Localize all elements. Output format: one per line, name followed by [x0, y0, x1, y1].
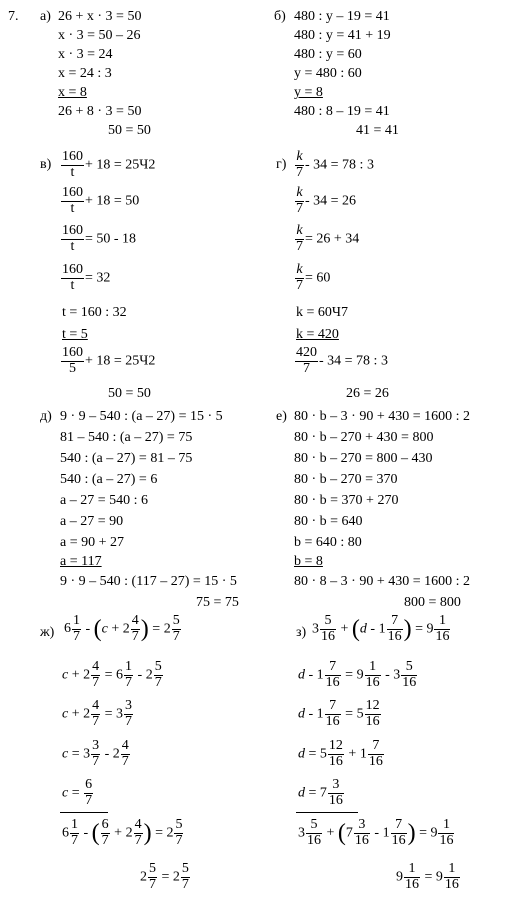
label-d: д): [40, 409, 52, 424]
label-g: г): [276, 157, 287, 172]
g-line-2: $\frac{k}{7}$ - 34 = 26: [296, 185, 357, 216]
z-line-4: d = 5 $\frac{12}{16}$ + 1 $\frac{7}{16}$: [298, 738, 383, 769]
label-v: в): [40, 157, 52, 172]
a-line-3: x · 3 = 24: [58, 47, 113, 62]
label-a: а): [40, 9, 51, 24]
z-line-1: 3 $\frac{5}{16}$ + (d - 1 $\frac{7}{16}$ ) = 9 $\frac{1}{16}$: [312, 613, 450, 644]
e-line-8-answer: b = 8: [294, 554, 323, 569]
e-line-9: 80 · 8 – 3 · 90 + 430 = 1600 : 2: [294, 574, 471, 589]
e-line-6: 80 · b = 640: [294, 514, 363, 529]
e-line-1: 80 · b – 3 · 90 + 430 = 1600 : 2: [294, 409, 471, 424]
v-fraction: $\frac{160}{t}$: [62, 149, 83, 180]
e-line-3: 80 · b – 270 = 800 – 430: [294, 451, 433, 466]
v-line-4: $\frac{160}{t}$ = 32: [62, 262, 111, 293]
g-fraction: $\frac{k}{7}$: [296, 262, 303, 293]
e-line-5: 80 · b = 370 + 270: [294, 493, 399, 508]
label-zh: ж): [40, 625, 55, 640]
g-fraction: $\frac{420}{7}$: [296, 345, 317, 376]
e-line-7: b = 640 : 80: [294, 535, 362, 550]
label-e: е): [276, 409, 287, 424]
a-line-7: 50 = 50: [108, 123, 151, 138]
a-line-2: x · 3 = 50 – 26: [58, 28, 141, 43]
zh-line-5-answer: c = $\frac{6}{7}$: [62, 777, 93, 808]
z-answer-rule: [296, 812, 358, 813]
z-line-6: 3 $\frac{5}{16}$ + (7 $\frac{3}{16}$ - 1 $\frac{7}{16}$ ) = 9 $\frac{1}{16}$: [298, 817, 454, 848]
e-line-10: 800 = 800: [404, 595, 461, 610]
g-fraction: $\frac{k}{7}$: [296, 149, 303, 180]
zh-line-6: 6 $\frac{1}{7}$ - ( $\frac{6}{7}$ + 2 $\frac{4}{7}$ ) = 2 $\frac{5}{7}$: [62, 817, 183, 848]
d-line-2: 81 – 540 : (a – 27) = 75: [60, 430, 193, 445]
zh-answer-rule: [60, 812, 108, 813]
label-z: з): [296, 625, 307, 640]
v-line-5: t = 160 : 32: [62, 305, 127, 320]
g-line-4: $\frac{k}{7}$ = 60: [296, 262, 331, 293]
d-line-3: 540 : (a – 27) = 81 – 75: [60, 451, 193, 466]
g-fraction: $\frac{k}{7}$: [296, 185, 303, 216]
b-line-1: 480 : y – 19 = 41: [294, 9, 390, 24]
v-line-3: $\frac{160}{t}$ = 50 - 18: [62, 223, 137, 254]
b-line-4: y = 480 : 60: [294, 66, 362, 81]
zh-line-3: c + 2 $\frac{4}{7}$ = 3 $\frac{3}{7}$: [62, 698, 133, 729]
d-line-8-answer: a = 117: [60, 554, 102, 569]
zh-line-7: 2 $\frac{5}{7}$ = 2 $\frac{5}{7}$: [140, 861, 189, 892]
g-fraction: $\frac{k}{7}$: [296, 223, 303, 254]
a-line-1: 26 + x · 3 = 50: [58, 9, 142, 24]
g-line-5: k = 60Ч7: [296, 305, 348, 320]
b-line-5-answer: y = 8: [294, 85, 323, 100]
v-fraction: $\frac{160}{t}$: [62, 223, 83, 254]
zh-line-2: c + 2 $\frac{4}{7}$ = 6 $\frac{1}{7}$ - 2 $\frac{5}{7}$: [62, 659, 162, 690]
d-line-10: 75 = 75: [196, 595, 239, 610]
g-line-8: 26 = 26: [346, 386, 389, 401]
g-line-6-answer: k = 420: [296, 327, 339, 342]
z-line-2: d - 1 $\frac{7}{16}$ = 9 $\frac{1}{16}$ - 3 $\frac{5}{16}$: [298, 659, 417, 690]
label-b: б): [274, 9, 286, 24]
v-fraction: $\frac{160}{t}$: [62, 262, 83, 293]
zh-line-1: 6 $\frac{1}{7}$ - (c + 2 $\frac{4}{7}$ ) = 2 $\frac{5}{7}$: [64, 613, 180, 644]
a-line-4: x = 24 : 3: [58, 66, 112, 81]
g-line-7: $\frac{420}{7}$ - 34 = 78 : 3: [296, 345, 388, 376]
d-line-5: a – 27 = 540 : 6: [60, 493, 148, 508]
a-line-6: 26 + 8 · 3 = 50: [58, 104, 142, 119]
d-line-6: a – 27 = 90: [60, 514, 124, 529]
b-line-3: 480 : y = 60: [294, 47, 362, 62]
e-line-2: 80 · b – 270 + 430 = 800: [294, 430, 434, 445]
v-line-2: $\frac{160}{t}$ + 18 = 50: [62, 185, 140, 216]
d-line-7: a = 90 + 27: [60, 535, 125, 550]
d-line-9: 9 · 9 – 540 : (117 – 27) = 15 · 5: [60, 574, 237, 589]
problem-number: 7.: [8, 9, 19, 24]
g-line-1: $\frac{k}{7}$ - 34 = 78 : 3: [296, 149, 374, 180]
v-fraction: $\frac{160}{5}$: [62, 345, 83, 376]
v-line-6-answer: t = 5: [62, 327, 88, 342]
e-line-4: 80 · b – 270 = 370: [294, 472, 398, 487]
z-line-5-answer: d = 7 $\frac{3}{16}$: [298, 777, 343, 808]
g-line-3: $\frac{k}{7}$ = 26 + 34: [296, 223, 360, 254]
v-line-1: $\frac{160}{t}$ + 18 = 25Ч2: [62, 149, 156, 180]
b-line-6: 480 : 8 – 19 = 41: [294, 104, 390, 119]
v-line-8: 50 = 50: [108, 386, 151, 401]
z-line-7: 9 $\frac{1}{16}$ = 9 $\frac{1}{16}$: [396, 861, 459, 892]
d-line-4: 540 : (a – 27) = 6: [60, 472, 158, 487]
d-line-1: 9 · 9 – 540 : (a – 27) = 15 · 5: [60, 409, 223, 424]
b-line-2: 480 : y = 41 + 19: [294, 28, 391, 43]
z-line-3: d - 1 $\frac{7}{16}$ = 5 $\frac{12}{16}$: [298, 698, 380, 729]
zh-line-4: c = 3 $\frac{3}{7}$ - 2 $\frac{4}{7}$: [62, 738, 129, 769]
b-line-7: 41 = 41: [356, 123, 399, 138]
v-fraction: $\frac{160}{t}$: [62, 185, 83, 216]
v-line-7: $\frac{160}{5}$ + 18 = 25Ч2: [62, 345, 156, 376]
a-line-5-answer: x = 8: [58, 85, 87, 100]
